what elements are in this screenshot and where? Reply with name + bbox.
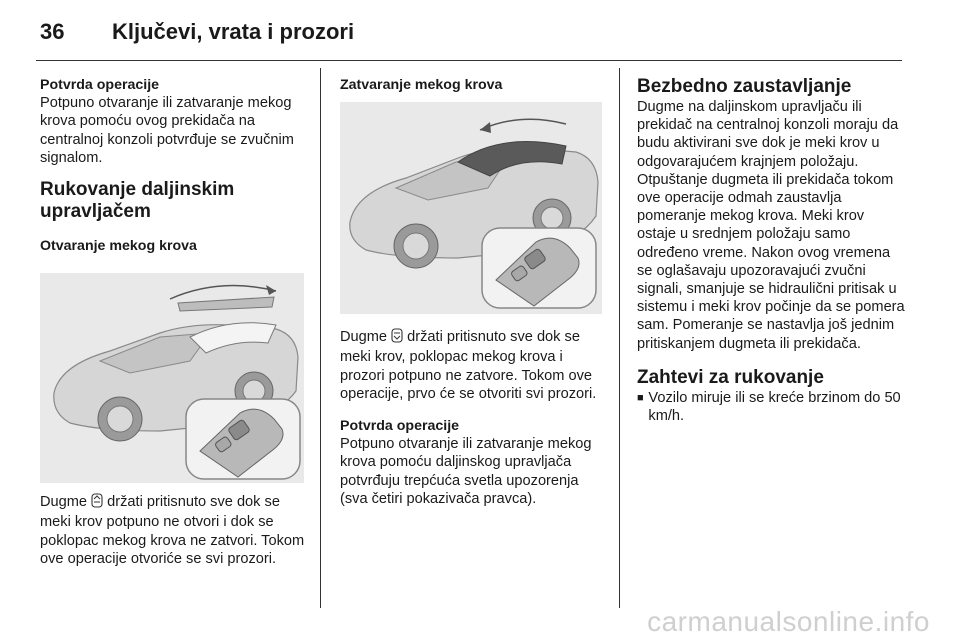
safe-stop-heading: Bezbedno zaustavljanje (637, 76, 852, 97)
open-roof-heading: Otvaranje mekog krova (40, 238, 197, 255)
column-left (40, 76, 308, 568)
list-item (637, 389, 905, 425)
confirm-text-2: Potpuno otvaranje ili zatvaranje mekog krova pomoću daljinskog upravljača potvrđuju trepćuća svetla upozorenja (sva četiri pokazivača pravca). (340, 436, 592, 507)
column-divider-2 (619, 68, 620, 608)
column-divider-1 (320, 68, 321, 608)
remote-heading: Rukovanje daljinskim upravljačem (40, 179, 235, 223)
close-roof-text: Dugme držati pritisnuto sve dok se meki krov, poklopac mekog krova i prozori potpuno ne zatvore. Tokom ove operacije, prvo će se otvoriti svi prozori. (340, 329, 597, 402)
confirm-heading: Potvrda operacije (40, 77, 160, 93)
close-roof-heading: Zatvaranje mekog krova (340, 77, 503, 93)
confirm-text: Potpuno otvaranje ili zatvaranje mekog krova pomoću ovog prekidača na centralnoj konzoli potvrđuje se zvučnim signalom. (40, 95, 294, 166)
page-header (40, 14, 354, 50)
header-divider (36, 60, 902, 61)
safe-stop-text: Dugme na daljinskom upravljaču ili prekidač na centralnoj konzoli moraju da budu aktivirani sve dok je meki krov u odgovarajućem krajnjem položaju. Otpuštanje dugmeta ili prekidača tokom ove operacije odmah zaustavlja pomeranje mekog krova. Meki krov ostaje u srednjem položaju samo određeno vreme. Nakon ovog vremena se oglašavaju upozoravajući zvučni signali, smanjuje se hidraulični pritisak u sistemu i meki krov počinje da se pomera sam. Pomeranje se nastavlja još jednim pritiskanjem dugmeta ili prekidača. (637, 99, 905, 352)
roof-close-icon (391, 328, 403, 348)
requirements-heading: Zahtevi za rukovanje (637, 366, 824, 388)
close-roof-illustration (340, 102, 602, 314)
roof-open-icon (91, 493, 103, 513)
square-bullet-icon: ■ (637, 391, 644, 404)
open-roof-illustration (40, 273, 304, 483)
requirement-text: Vozilo miruje ili se kreće brzinom do 50 km/h. (648, 389, 901, 425)
column-right (637, 76, 905, 425)
confirm-heading-2: Potvrda operacije (340, 418, 460, 435)
page-title: Ključevi, vrata i prozori (112, 19, 355, 44)
watermark: carmanualsonline.info (647, 606, 930, 637)
page-number: 36 (40, 19, 65, 44)
column-middle (340, 76, 606, 508)
open-roof-text: Dugme držati pritisnuto sve dok se meki krov potpuno ne otvori i dok se poklopac mekog krova ne zatvori. Tokom ove operacije otvoriće se svi prozori. (40, 494, 305, 567)
